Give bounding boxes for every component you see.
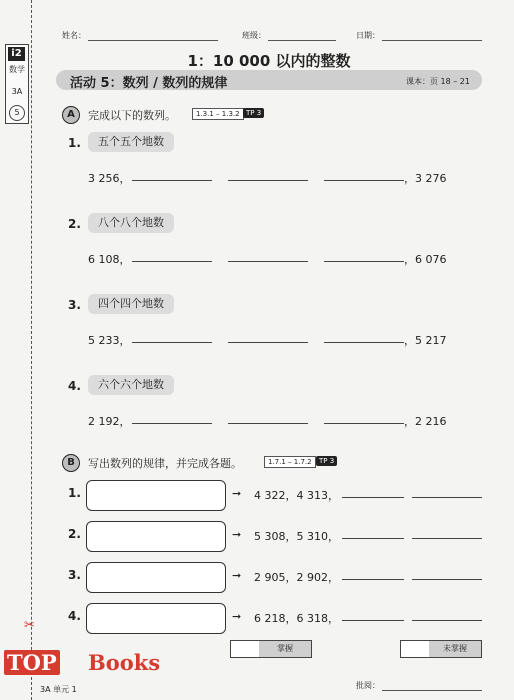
name-field[interactable]	[88, 40, 218, 41]
textbook-reference: 课本：页 18 – 21	[406, 77, 470, 86]
a2-number: 2.	[68, 217, 81, 231]
side-subject: 数学	[9, 65, 25, 74]
date-field[interactable]	[382, 40, 482, 41]
section-a-badge: A	[62, 106, 80, 124]
b2-sequence: 5 308，5 310，	[254, 530, 339, 543]
a3-number: 3.	[68, 298, 81, 312]
mastered-label: 掌握	[259, 641, 311, 657]
a1-blank-1[interactable]	[132, 180, 212, 181]
side-tab	[5, 44, 29, 124]
b1-sequence: 4 322，4 313，	[254, 489, 339, 502]
b2-number: 2.	[68, 527, 81, 541]
b2-arrow-icon: ➞	[232, 528, 242, 541]
activity-banner	[56, 70, 482, 90]
a3-blank-2[interactable]	[228, 342, 308, 343]
section-b-badge: B	[62, 454, 80, 472]
a4-end: ，2 216	[404, 415, 447, 428]
a3-blank-1[interactable]	[132, 342, 212, 343]
b4-blank-2[interactable]	[412, 620, 482, 621]
side-unit-number: 5	[9, 105, 25, 121]
b1-arrow-icon: ➞	[232, 487, 242, 500]
a3-end: ，5 217	[404, 334, 447, 347]
not-mastered-label: 未掌握	[429, 641, 481, 657]
watermark-books: Books	[88, 650, 161, 675]
side-grade: 3A	[11, 87, 23, 96]
b4-arrow-icon: ➞	[232, 610, 242, 623]
a1-end: ，3 276	[404, 172, 447, 185]
not-mastered-checkbox[interactable]	[400, 640, 482, 658]
a4-rule: 六个六个地数	[88, 375, 174, 395]
b3-number: 3.	[68, 568, 81, 582]
a1-start: 3 256，	[88, 172, 131, 185]
section-a-instruction: 完成以下的数列。	[88, 109, 176, 122]
publisher-logo: i2	[8, 47, 25, 61]
review-field[interactable]	[382, 690, 482, 691]
class-label: 班级：	[242, 31, 266, 40]
section-a-tp: TP 3	[243, 108, 264, 118]
activity-title: 活动 5：数列 / 数列的规律	[70, 76, 228, 91]
b2-rule-box[interactable]	[86, 521, 226, 552]
unit-footer: 3A 单元 1	[40, 685, 77, 694]
a4-blank-3[interactable]	[324, 423, 404, 424]
a2-rule: 八个八个地数	[88, 213, 174, 233]
name-label: 姓名：	[62, 31, 86, 40]
watermark-top: TOP	[4, 650, 60, 675]
a1-blank-3[interactable]	[324, 180, 404, 181]
a1-rule: 五个五个地数	[88, 132, 174, 152]
review-label: 批阅：	[356, 681, 380, 690]
page-title: 1：10 000 以内的整数	[187, 52, 351, 70]
b3-arrow-icon: ➞	[232, 569, 242, 582]
date-label: 日期：	[356, 31, 380, 40]
b3-blank-2[interactable]	[412, 579, 482, 580]
b3-sequence: 2 905，2 902，	[254, 571, 339, 584]
mastered-check-cell[interactable]	[231, 641, 260, 657]
a2-blank-3[interactable]	[324, 261, 404, 262]
a4-blank-1[interactable]	[132, 423, 212, 424]
section-a-code: 1.3.1 – 1.3.2	[192, 108, 244, 120]
a1-number: 1.	[68, 136, 81, 150]
a2-end: ，6 076	[404, 253, 447, 266]
a4-blank-2[interactable]	[228, 423, 308, 424]
section-b-code: 1.7.1 – 1.7.2	[264, 456, 316, 468]
scissors-icon: ✂	[24, 618, 35, 633]
section-b-tp: TP 3	[316, 456, 337, 466]
a3-start: 5 233，	[88, 334, 131, 347]
a2-blank-1[interactable]	[132, 261, 212, 262]
a4-number: 4.	[68, 379, 81, 393]
b4-blank-1[interactable]	[342, 620, 404, 621]
a2-start: 6 108，	[88, 253, 131, 266]
b4-number: 4.	[68, 609, 81, 623]
cut-line	[31, 0, 32, 700]
b3-rule-box[interactable]	[86, 562, 226, 593]
section-b-instruction: 写出数列的规律，并完成各题。	[88, 457, 242, 470]
b4-sequence: 6 218，6 318，	[254, 612, 339, 625]
b4-rule-box[interactable]	[86, 603, 226, 634]
b2-blank-1[interactable]	[342, 538, 404, 539]
b1-number: 1.	[68, 486, 81, 500]
b1-blank-1[interactable]	[342, 497, 404, 498]
a1-blank-2[interactable]	[228, 180, 308, 181]
class-field[interactable]	[268, 40, 336, 41]
a2-blank-2[interactable]	[228, 261, 308, 262]
b3-blank-1[interactable]	[342, 579, 404, 580]
b1-blank-2[interactable]	[412, 497, 482, 498]
a4-start: 2 192，	[88, 415, 131, 428]
b2-blank-2[interactable]	[412, 538, 482, 539]
a3-blank-3[interactable]	[324, 342, 404, 343]
a3-rule: 四个四个地数	[88, 294, 174, 314]
b1-rule-box[interactable]	[86, 480, 226, 511]
mastered-checkbox[interactable]	[230, 640, 312, 658]
not-mastered-check-cell[interactable]	[401, 641, 430, 657]
